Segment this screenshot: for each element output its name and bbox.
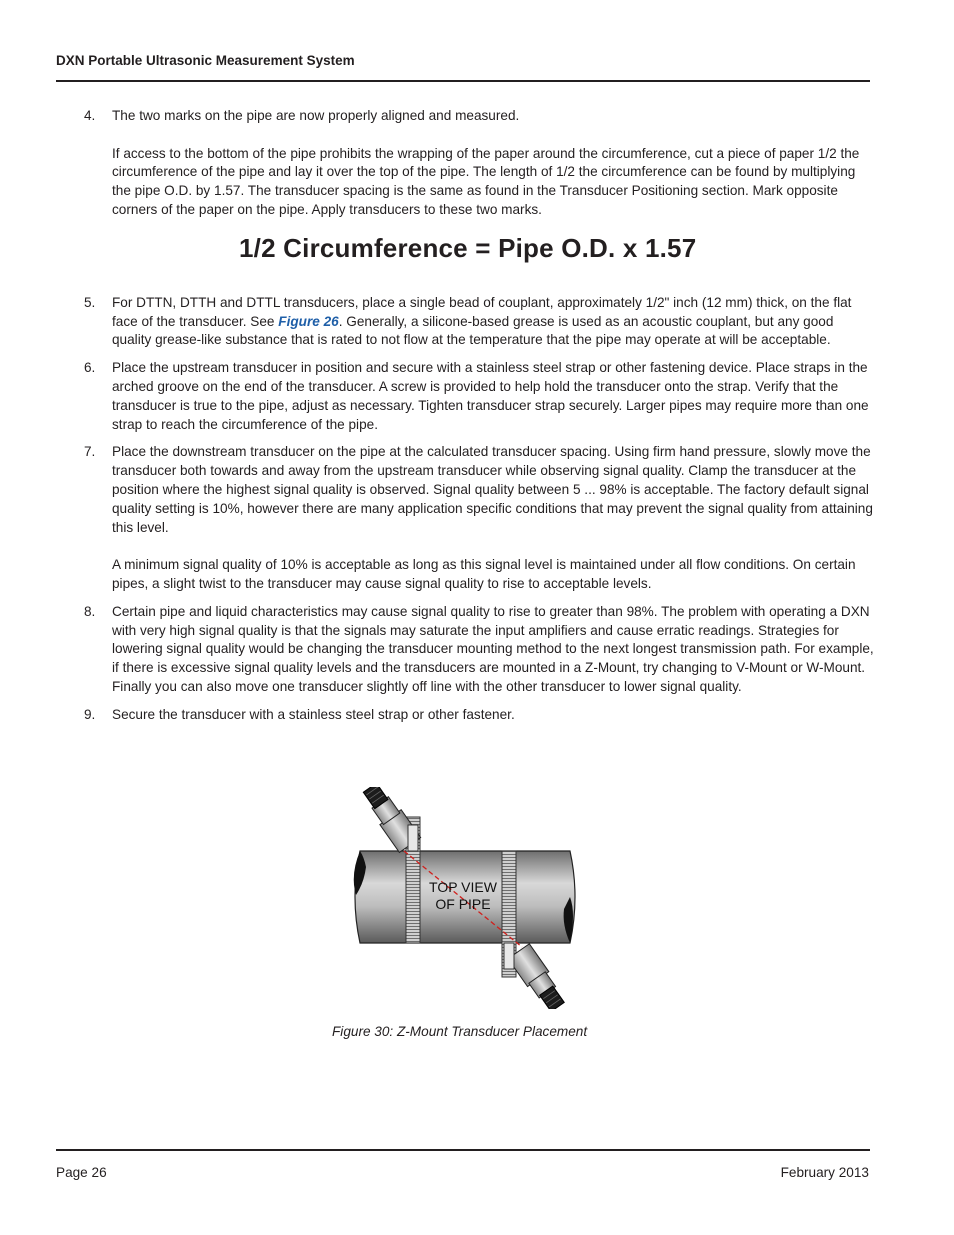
step-number: 8. xyxy=(84,603,96,619)
step-number: 7. xyxy=(84,444,96,460)
step-number: 4. xyxy=(84,108,96,123)
document-header-title: DXN Portable Ultrasonic Measurement System xyxy=(56,53,355,68)
figure-label-line: OF PIPE xyxy=(435,896,491,912)
step-9 xyxy=(84,706,874,725)
step-paragraph: A minimum signal quality of 10% is acceptable as long as this signal level is maintained under all flow conditions. On certain pipes, a slight twist to the transducer may cause signal quality to rise to acceptable levels. xyxy=(112,557,856,591)
step-paragraph: Secure the transducer with a stainless steel strap or other fastener. xyxy=(112,706,515,722)
step-7 xyxy=(84,443,874,593)
z-mount-figure xyxy=(350,787,580,1009)
step-paragraph: Certain pipe and liquid characteristics may cause signal quality to rise to greater than 98%. The problem with operating a DXN with very high signal quality is that the signals may saturate the input amplifiers and cause erratic readings. Strategies for lowering signal quality would be changing the transducer mounting method to the next longest transmission path. For example, if there is excessive signal quality levels and the transducers are mounted in a Z-Mount, try changing to V-Mount or W-Mount. Finally you can also move one transducer slightly off line with the other transducer to lower signal quality. xyxy=(112,603,874,694)
step-5 xyxy=(84,294,874,350)
step-6 xyxy=(84,359,874,434)
step-paragraph: The two marks on the pipe are now properly aligned and measured. xyxy=(112,108,520,123)
figure-label-line: TOP VIEW xyxy=(429,879,497,895)
step-4 xyxy=(84,107,874,220)
figure-caption: Figure 30: Z-Mount Transducer Placement xyxy=(332,1024,588,1039)
step-paragraph: Place the upstream transducer in position and secure with a stainless steel strap or other fastening device. Place straps in the arched groove on the end of the transducer. A screw is provided to help hold the transducer onto the strap. Verify that the transducer is true to the pipe, adjust as necessary. Tighten transducer strap securely. Larger pipes may require more than one strap to reach the circumference of the pipe. xyxy=(112,360,869,432)
step-number: 6. xyxy=(84,360,96,376)
downstream-transducer xyxy=(508,944,568,1009)
step-paragraph xyxy=(112,294,874,350)
footer-rule xyxy=(56,1149,870,1151)
upstream-clamp xyxy=(408,825,418,851)
page-number: Page 26 xyxy=(56,1165,107,1180)
step-text: For DTTN, DTTH and DTTL transducers, place a single bead of couplant, approximately 1/2" inch (12 mm) thick, on the flat face of the transducer. See xyxy=(112,294,852,329)
header-rule xyxy=(56,80,870,82)
circumference-formula: 1/2 Circumference = Pipe O.D. x 1.57 xyxy=(239,232,697,263)
downstream-clamp xyxy=(504,943,514,969)
figure-26-link[interactable]: Figure 26 xyxy=(278,313,339,329)
step-paragraph: If access to the bottom of the pipe prohibits the wrapping of the paper around the circumference, cut a piece of paper 1/2 the circumference of the pipe and lay it over the top of the pipe. The length of 1/2 the circumference can be found by multiplying the pipe O.D. by 1.57. The transducer spacing is the same as found in the Transducer Positioning section. Mark opposite corners of the paper on the pipe. Apply transducers to these two marks. xyxy=(112,145,860,217)
figure-label xyxy=(422,879,504,913)
footer-date: February 2013 xyxy=(780,1165,869,1180)
document-body xyxy=(84,107,874,734)
step-number: 5. xyxy=(84,294,96,310)
step-paragraph: Place the downstream transducer on the pipe at the calculated transducer spacing. Using firm hand pressure, slowly move the transducer both towards and away from the upstream transducer while observing signal quality. Clamp the transducer at the position where the highest signal quality is observed. Signal quality between 5 ... 98% is acceptable. The factory default signal quality setting is 10%, however there are many application specific conditions that may prevent the signal quality from attaining this level. xyxy=(112,444,873,535)
step-text: . Generally, a silicone-based grease is used as an acoustic couplant, but any good quality grease-like substance that is rated to not flow at the temperature that the pipe may operate at will be acceptable. xyxy=(112,313,834,348)
step-8 xyxy=(84,603,874,697)
step-number: 9. xyxy=(84,706,96,722)
